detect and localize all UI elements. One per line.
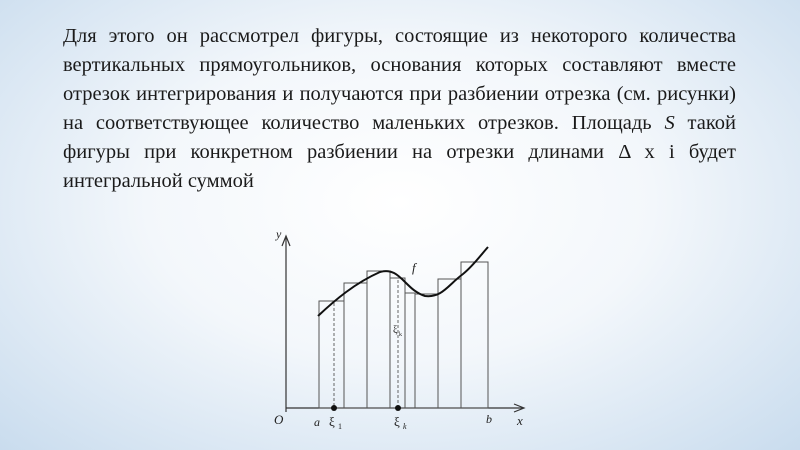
rectangle: [319, 301, 344, 408]
a-label: a: [314, 415, 320, 429]
xi1-label: ξ: [329, 414, 335, 429]
paragraph-text-3: x i будет интегральной суммой: [63, 141, 736, 192]
xi1-subscript: 1: [338, 422, 342, 431]
rect-mid-label: ξ: [393, 325, 398, 336]
xik-subscript: k: [403, 422, 407, 431]
origin-label: O: [274, 412, 284, 427]
rectangle: [367, 271, 390, 408]
paragraph-text-2: такой фигуры при конкретном разбиении на отрезки длинами: [63, 112, 737, 163]
point-xi1: [331, 405, 337, 411]
rectangle: [415, 294, 438, 408]
area-symbol: S: [664, 112, 675, 134]
rectangle: [344, 283, 367, 408]
rectangle: [438, 279, 461, 408]
delta-symbol: Δ: [618, 141, 631, 163]
rectangle: [390, 278, 405, 408]
y-axis-label: y: [276, 227, 282, 241]
x-axis-label: x: [517, 413, 523, 428]
xik-label: ξ: [394, 414, 400, 429]
rect-mid-subscript: k: [399, 332, 402, 338]
rectangle: [405, 293, 415, 408]
point-xik: [395, 405, 401, 411]
curve-label: f: [412, 260, 416, 275]
paragraph-text-1: Для этого он рассмотрел фигуры, состоящие из некоторого количества вертикальных прямоугольников, основания которых составляют вместе отрезок интегрирования и получаются при разбиении отрезка (см. рисунки) на соответствующее количество маленьких отрезков. Площадь: [63, 25, 736, 134]
rectangle: [461, 262, 488, 408]
b-label: b: [486, 412, 492, 426]
partition-rectangles: [319, 262, 488, 408]
